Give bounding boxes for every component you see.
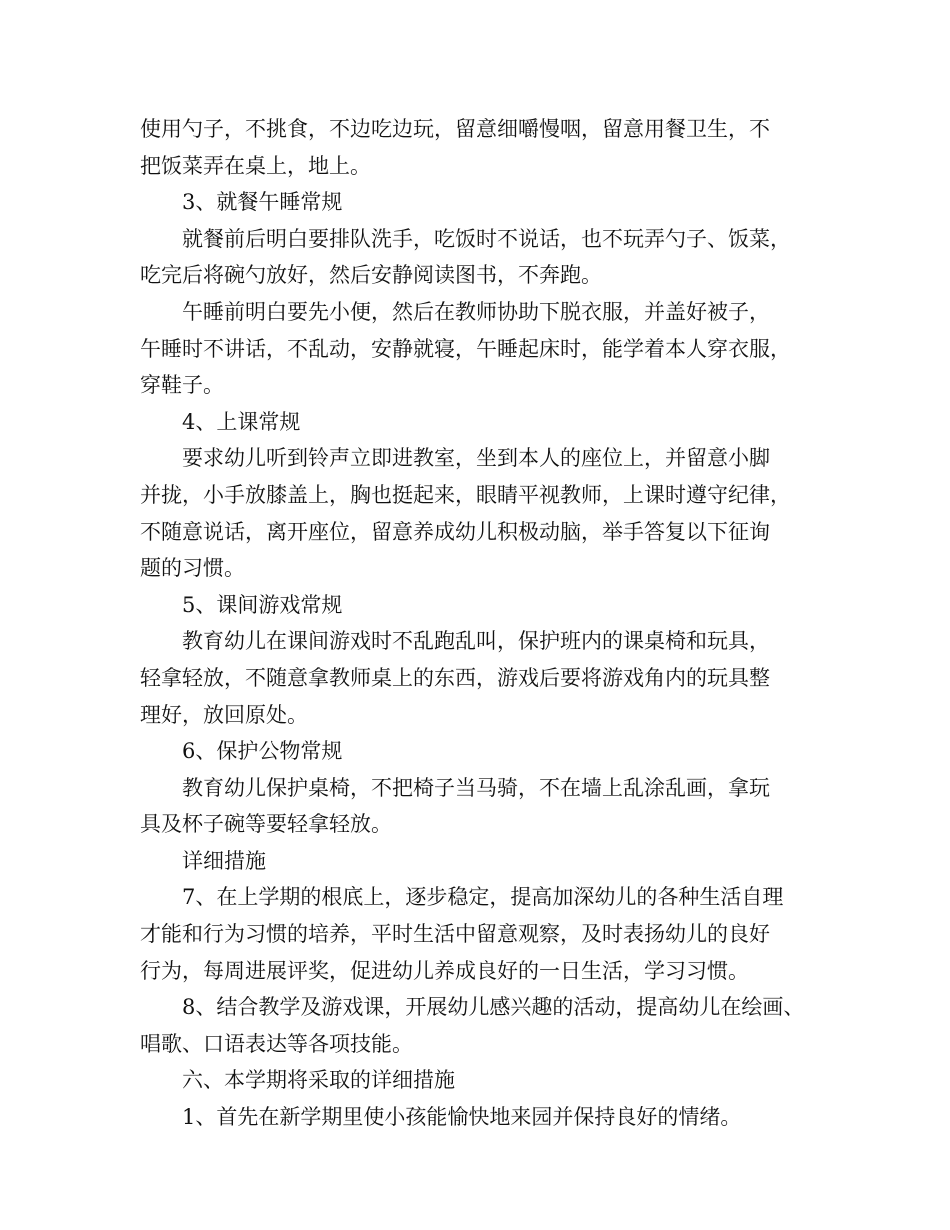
text-line: 午睡前明白要先小便，然后在教师协助下脱衣服，并盖好被子， [182, 299, 770, 324]
text-line: 教育幼儿保护桌椅，不把椅子当马骑，不在墙上乱涂乱画，拿玩 [182, 775, 770, 800]
text-line: 吃完后将碗勺放好，然后安静阅读图书，不奔跑。 [140, 263, 602, 288]
text-line: 具及杯子碗等要轻拿轻放。 [140, 812, 392, 837]
section-heading: 5、课间游戏常规 [182, 592, 343, 617]
text-line: 就餐前后明白要排队洗手，吃饭时不说话，也不玩弄勺子、饭菜， [182, 226, 791, 251]
section-heading: 6、保护公物常规 [182, 739, 343, 764]
text-line: 穿鞋子。 [140, 373, 224, 398]
text-line: 并拢，小手放膝盖上，胸也挺起来，眼睛平视教师，上课时遵守纪律， [140, 482, 791, 507]
text-line: 唱歌、口语表达等各项技能。 [140, 1031, 413, 1056]
section-heading: 详细措施 [182, 848, 266, 873]
text-line: 题的习惯。 [140, 556, 245, 581]
text-line: 轻拿轻放，不随意拿教师桌上的东西，游戏后要将游戏角内的玩具整 [140, 665, 770, 690]
text-line: 7、在上学期的根底上，逐步稳定，提高加深幼儿的各种生活自理 [182, 885, 784, 910]
text-line: 把饭菜弄在桌上，地上。 [140, 153, 371, 178]
text-line: 午睡时不讲话，不乱动，安静就寝，午睡起床时，能学着本人穿衣服， [140, 336, 791, 361]
text-line: 才能和行为习惯的培养，平时生活中留意观察，及时表扬幼儿的良好 [140, 922, 770, 947]
section-heading: 3、就餐午睡常规 [182, 190, 343, 215]
section-heading: 4、上课常规 [182, 409, 301, 434]
section-heading: 六、本学期将采取的详细措施 [182, 1068, 455, 1093]
text-line: 8、结合教学及游戏课，开展幼儿感兴趣的活动，提高幼儿在绘画、 [182, 995, 805, 1020]
text-line: 行为，每周进展评奖，促进幼儿养成良好的一日生活，学习习惯。 [140, 958, 749, 983]
text-line: 理好，放回原处。 [140, 702, 308, 727]
text-line: 不随意说话，离开座位，留意养成幼儿积极动脑，举手答复以下征询 [140, 519, 770, 544]
text-line: 使用勺子，不挑食，不边吃边玩，留意细嚼慢咽，留意用餐卫生，不 [140, 117, 770, 141]
text-line: 教育幼儿在课间游戏时不乱跑乱叫，保护班内的课桌椅和玩具， [182, 629, 770, 654]
text-line: 要求幼儿听到铃声立即进教室，坐到本人的座位上，并留意小脚 [182, 446, 770, 471]
text-line: 1、首先在新学期里使小孩能愉快地来园并保持良好的情绪。 [182, 1105, 742, 1130]
document-body [140, 111, 812, 1136]
